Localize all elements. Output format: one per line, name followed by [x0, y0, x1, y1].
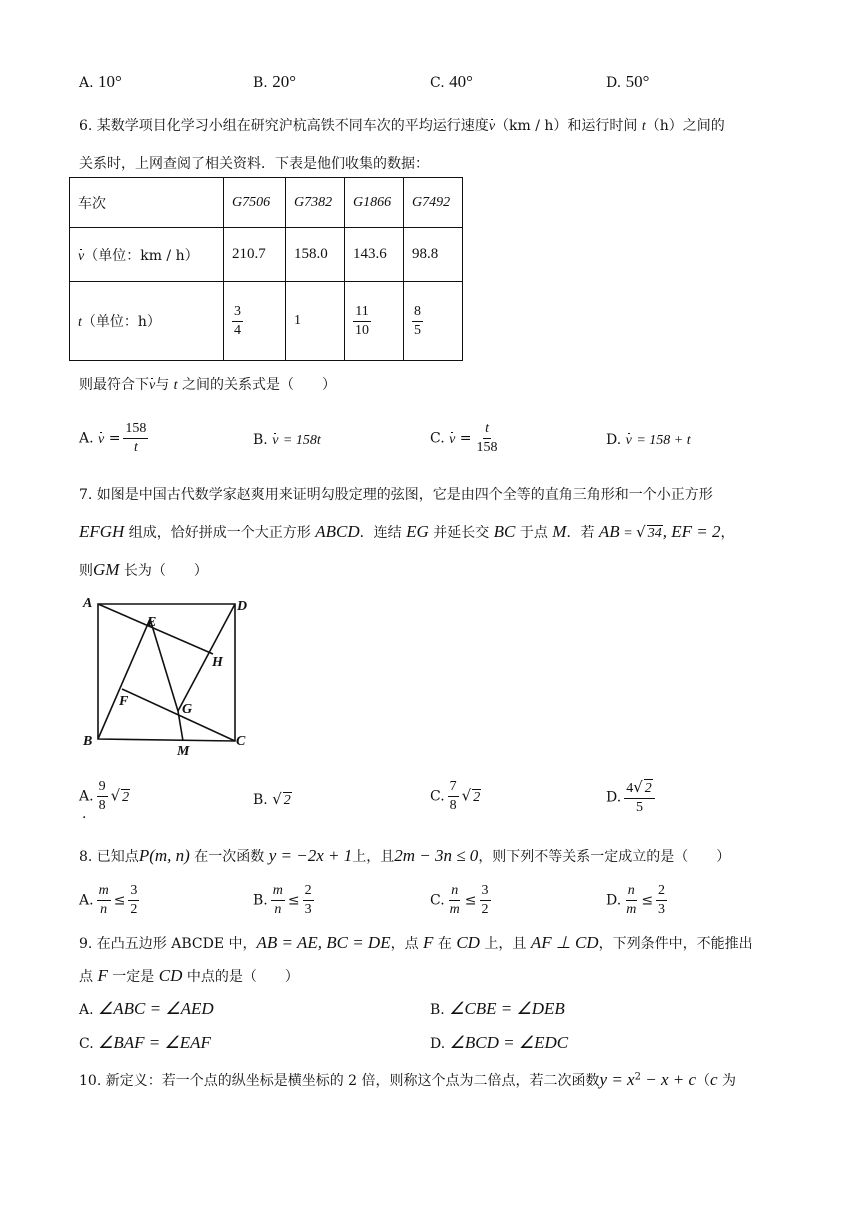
label-b: B — [83, 734, 93, 749]
label-a: A — [83, 596, 93, 611]
label-h: H — [212, 655, 223, 670]
q5-option-b: B. 20° — [253, 72, 297, 91]
v-value-1: 210.7 — [224, 228, 286, 282]
train-2: G7382 — [286, 178, 345, 228]
q9-option-a: A. ∠ABC = ∠AED — [79, 999, 214, 1018]
line-be — [98, 619, 150, 739]
q10-line: 10. 新定义：若一个点的纵坐标是横坐标的 2 倍，则称这个点为二倍点，若二次函数$y = x^2 - x + c(c$ 为 — [79, 1070, 737, 1089]
q7-line2: EFGH 组成，恰好拼成一个大正方形 ABCD．连结 EG 并延长交 BC 于点 M．若 AB = √ 34, EF = 2， — [79, 522, 735, 541]
q9-line2: 点 F 一定是 CD 中点的是（ ） — [79, 966, 299, 985]
v-value-2: 158.0 — [286, 228, 345, 282]
q7-option-c: C. $\frac{7}{8}$ √ 2 — [430, 779, 481, 813]
q5-option-a: A. 10° — [79, 72, 122, 91]
t-row-label: t（单位：h） — [70, 282, 224, 361]
q8-option-a: A. $\frac{m}{n}$ ≤ $\frac{3}{2}$ — [79, 883, 138, 917]
q8-option-b: B. $\frac{m}{n}$ ≤ $\frac{2}{3}$ — [253, 883, 312, 917]
q7-option-a: A. $\frac{9}{8}$ √ 2 — [79, 779, 130, 813]
q9-option-c: C. ∠BAF = ∠EAF — [79, 1033, 211, 1052]
q5-option-c: C. 40° — [430, 72, 473, 91]
q6-option-d: D. v = 158 + t — [606, 432, 691, 448]
q5-option-d: D. 50° — [606, 72, 650, 91]
v-value-4: 98.8 — [404, 228, 463, 282]
label-f: F — [119, 694, 129, 709]
t-value-1: $\frac{3}{4}$ — [224, 282, 286, 361]
v-value-3: 143.6 — [345, 228, 404, 282]
t-value-3: $\frac{11}{10}$ — [345, 282, 404, 361]
v-bar-symbol: v — [488, 119, 496, 134]
q7-option-a-dot: . — [82, 806, 87, 822]
q7-line3: 则GM 长为（ ） — [79, 560, 208, 579]
t-value-4: $\frac{8}{5}$ — [404, 282, 463, 361]
q9-line1: 9. 在凸五边形 ABCDE 中，AB = AE, BC = DE，点 F 在 CD 上，且 AF ⊥ CD，下列条件中，不能推出 — [79, 933, 753, 952]
q6-option-b: B. v = 158t — [253, 432, 321, 448]
label-d: D — [237, 599, 248, 614]
q9-option-b: B. ∠CBE = ∠DEB — [430, 999, 565, 1018]
speed-time-table — [69, 177, 463, 361]
train-1: G7506 — [224, 178, 286, 228]
q6-question: 则最符合下v与 t 之间的关系式是（ ） — [79, 377, 337, 393]
q9-option-d: D. ∠BCD = ∠EDC — [430, 1033, 569, 1052]
zhao-shuang-diagram — [78, 592, 258, 762]
q8-option-d: D. $\frac{n}{m}$ ≤ $\frac{2}{3}$ — [606, 883, 666, 917]
line-dg — [178, 604, 235, 711]
label-e: E — [147, 615, 157, 630]
q7-option-d: D. $\frac{4√ 2}{5}$ — [606, 778, 658, 817]
q6-option-c: C. v = $\frac{t}{158}$ — [430, 421, 498, 455]
label-g: G — [182, 702, 193, 717]
v-row-label: v（单位：km / h） — [70, 228, 224, 282]
q6-line2: 关系时，上网查阅了相关资料．下表是他们收集的数据： — [79, 156, 429, 172]
label-m: M — [177, 744, 190, 759]
q7-option-b: B. √ 2 — [253, 790, 291, 808]
q8-line: 8. 已知点P(m, n) 在一次函数 y = −2x + 1上，且2m − 3n ≤ 0，则下列不等关系一定成立的是（ ） — [79, 846, 731, 865]
table-header-label: 车次 — [70, 178, 224, 228]
q6-option-a: A. v = $\frac{158}{t}$ — [79, 421, 147, 455]
label-c: C — [236, 734, 246, 749]
q7-line1: 7. 如图是中国古代数学家赵爽用来证明勾股定理的弦图，它是由四个全等的直角三角形和一个小正方形 — [79, 487, 713, 503]
t-value-2: 1 — [286, 282, 345, 361]
q8-option-c: C. $\frac{n}{m}$ ≤ $\frac{3}{2}$ — [430, 883, 489, 917]
q6-line1: 6. 某数学项目化学习小组在研究沪杭高铁不同车次的平均运行速度v（km / h）和运行时间 t（h）之间的 — [79, 118, 725, 134]
train-4: G7492 — [404, 178, 463, 228]
train-3: G1866 — [345, 178, 404, 228]
